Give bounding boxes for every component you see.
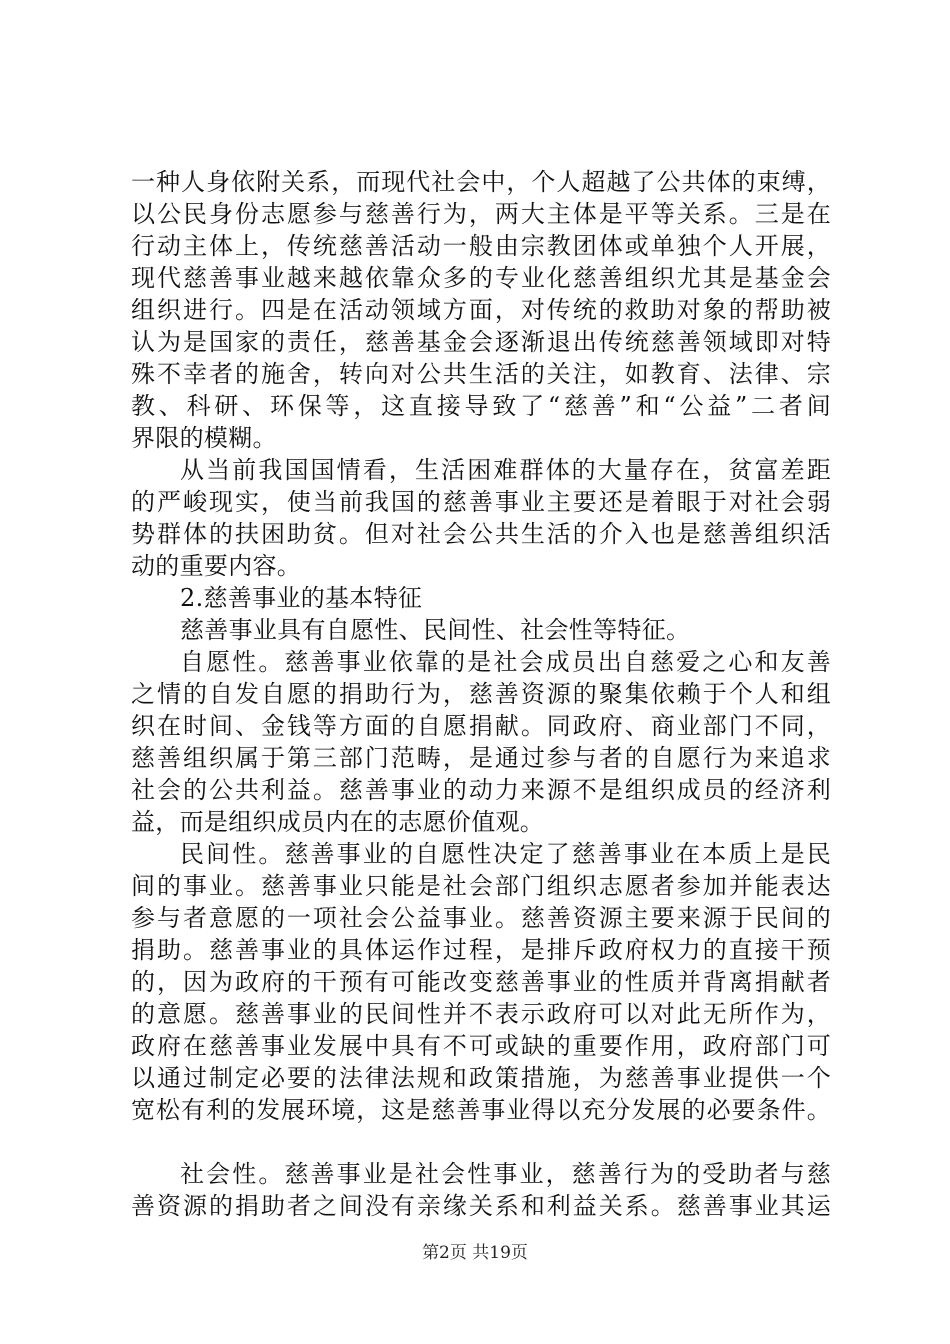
text-line: 动的重要内容。 [131, 552, 302, 580]
text-line: 组织进行。四是在活动领域方面，对传统的救助对象的帮助被 [131, 296, 831, 324]
text-line: 参与者意愿的一项社会公益事业。慈善资源主要来源于民间的 [131, 904, 831, 932]
text-line: 教、科研、环保等，这直接导致了“慈善”和“公益”二者间 [131, 392, 831, 420]
text-line: 宽松有利的发展环境，这是慈善事业得以充分发展的必要条件。 [131, 1096, 831, 1124]
text-line: 间的事业。慈善事业只能是社会部门组织志愿者参加并能表达 [131, 872, 831, 900]
text-line: 善资源的捐助者之间没有亲缘关系和利益关系。慈善事业其运 [131, 1192, 831, 1220]
text-line: 社会的公共利益。慈善事业的动力来源不是组织成员的经济利 [131, 776, 831, 804]
text-line: 界限的模糊。 [131, 424, 277, 452]
text-line: 慈善事业具有自愿性、民间性、社会性等特征。 [180, 616, 691, 644]
blank-line [131, 1126, 831, 1158]
text-line: 一种人身依附关系，而现代社会中，个人超越了公共体的束缚， [131, 168, 831, 196]
text-line: 殊不幸者的施舍，转向对公共生活的关注，如教育、法律、宗 [131, 360, 831, 388]
text-line: 以通过制定必要的法律法规和政策措施，为慈善事业提供一个 [131, 1064, 831, 1092]
document-body [131, 166, 831, 1222]
page-footer: 第2页 共19页 [422, 1243, 528, 1263]
text-line: 益，而是组织成员内在的志愿价值观。 [131, 808, 545, 836]
text-line: 民间性。慈善事业的自愿性决定了慈善事业在本质上是民 [180, 840, 831, 868]
text-line: 织在时间、金钱等方面的自愿捐献。同政府、商业部门不同， [131, 712, 831, 740]
text-line: 之情的自发自愿的捐助行为，慈善资源的聚集依赖于个人和组 [131, 680, 831, 708]
text-line: 社会性。慈善事业是社会性事业，慈善行为的受助者与慈 [180, 1160, 831, 1188]
text-line: 2.慈善事业的基本特征 [180, 584, 423, 612]
text-line: 行动主体上，传统慈善活动一般由宗教团体或单独个人开展， [131, 232, 831, 260]
text-line: 慈善组织属于第三部门范畴，是通过参与者的自愿行为来追求 [131, 744, 831, 772]
text-line: 政府在慈善事业发展中具有不可或缺的重要作用，政府部门可 [131, 1032, 831, 1060]
text-line: 从当前我国国情看，生活困难群体的大量存在，贫富差距 [180, 456, 831, 484]
text-line: 势群体的扶困助贫。但对社会公共生活的介入也是慈善组织活 [131, 520, 831, 548]
text-line: 的，因为政府的干预有可能改变慈善事业的性质并背离捐献者 [131, 968, 831, 996]
text-line: 认为是国家的责任，慈善基金会逐渐退出传统慈善领域即对特 [131, 328, 831, 356]
text-line: 自愿性。慈善事业依靠的是社会成员出自慈爱之心和友善 [180, 648, 831, 676]
text-line: 以公民身份志愿参与慈善行为，两大主体是平等关系。三是在 [131, 200, 831, 228]
text-line: 捐助。慈善事业的具体运作过程，是排斥政府权力的直接干预 [131, 936, 831, 964]
text-line: 的意愿。慈善事业的民间性并不表示政府可以对此无所作为， [131, 1000, 831, 1028]
text-line: 的严峻现实，使当前我国的慈善事业主要还是着眼于对社会弱 [131, 488, 831, 516]
text-line: 现代慈善事业越来越依靠众多的专业化慈善组织尤其是基金会 [131, 264, 831, 292]
